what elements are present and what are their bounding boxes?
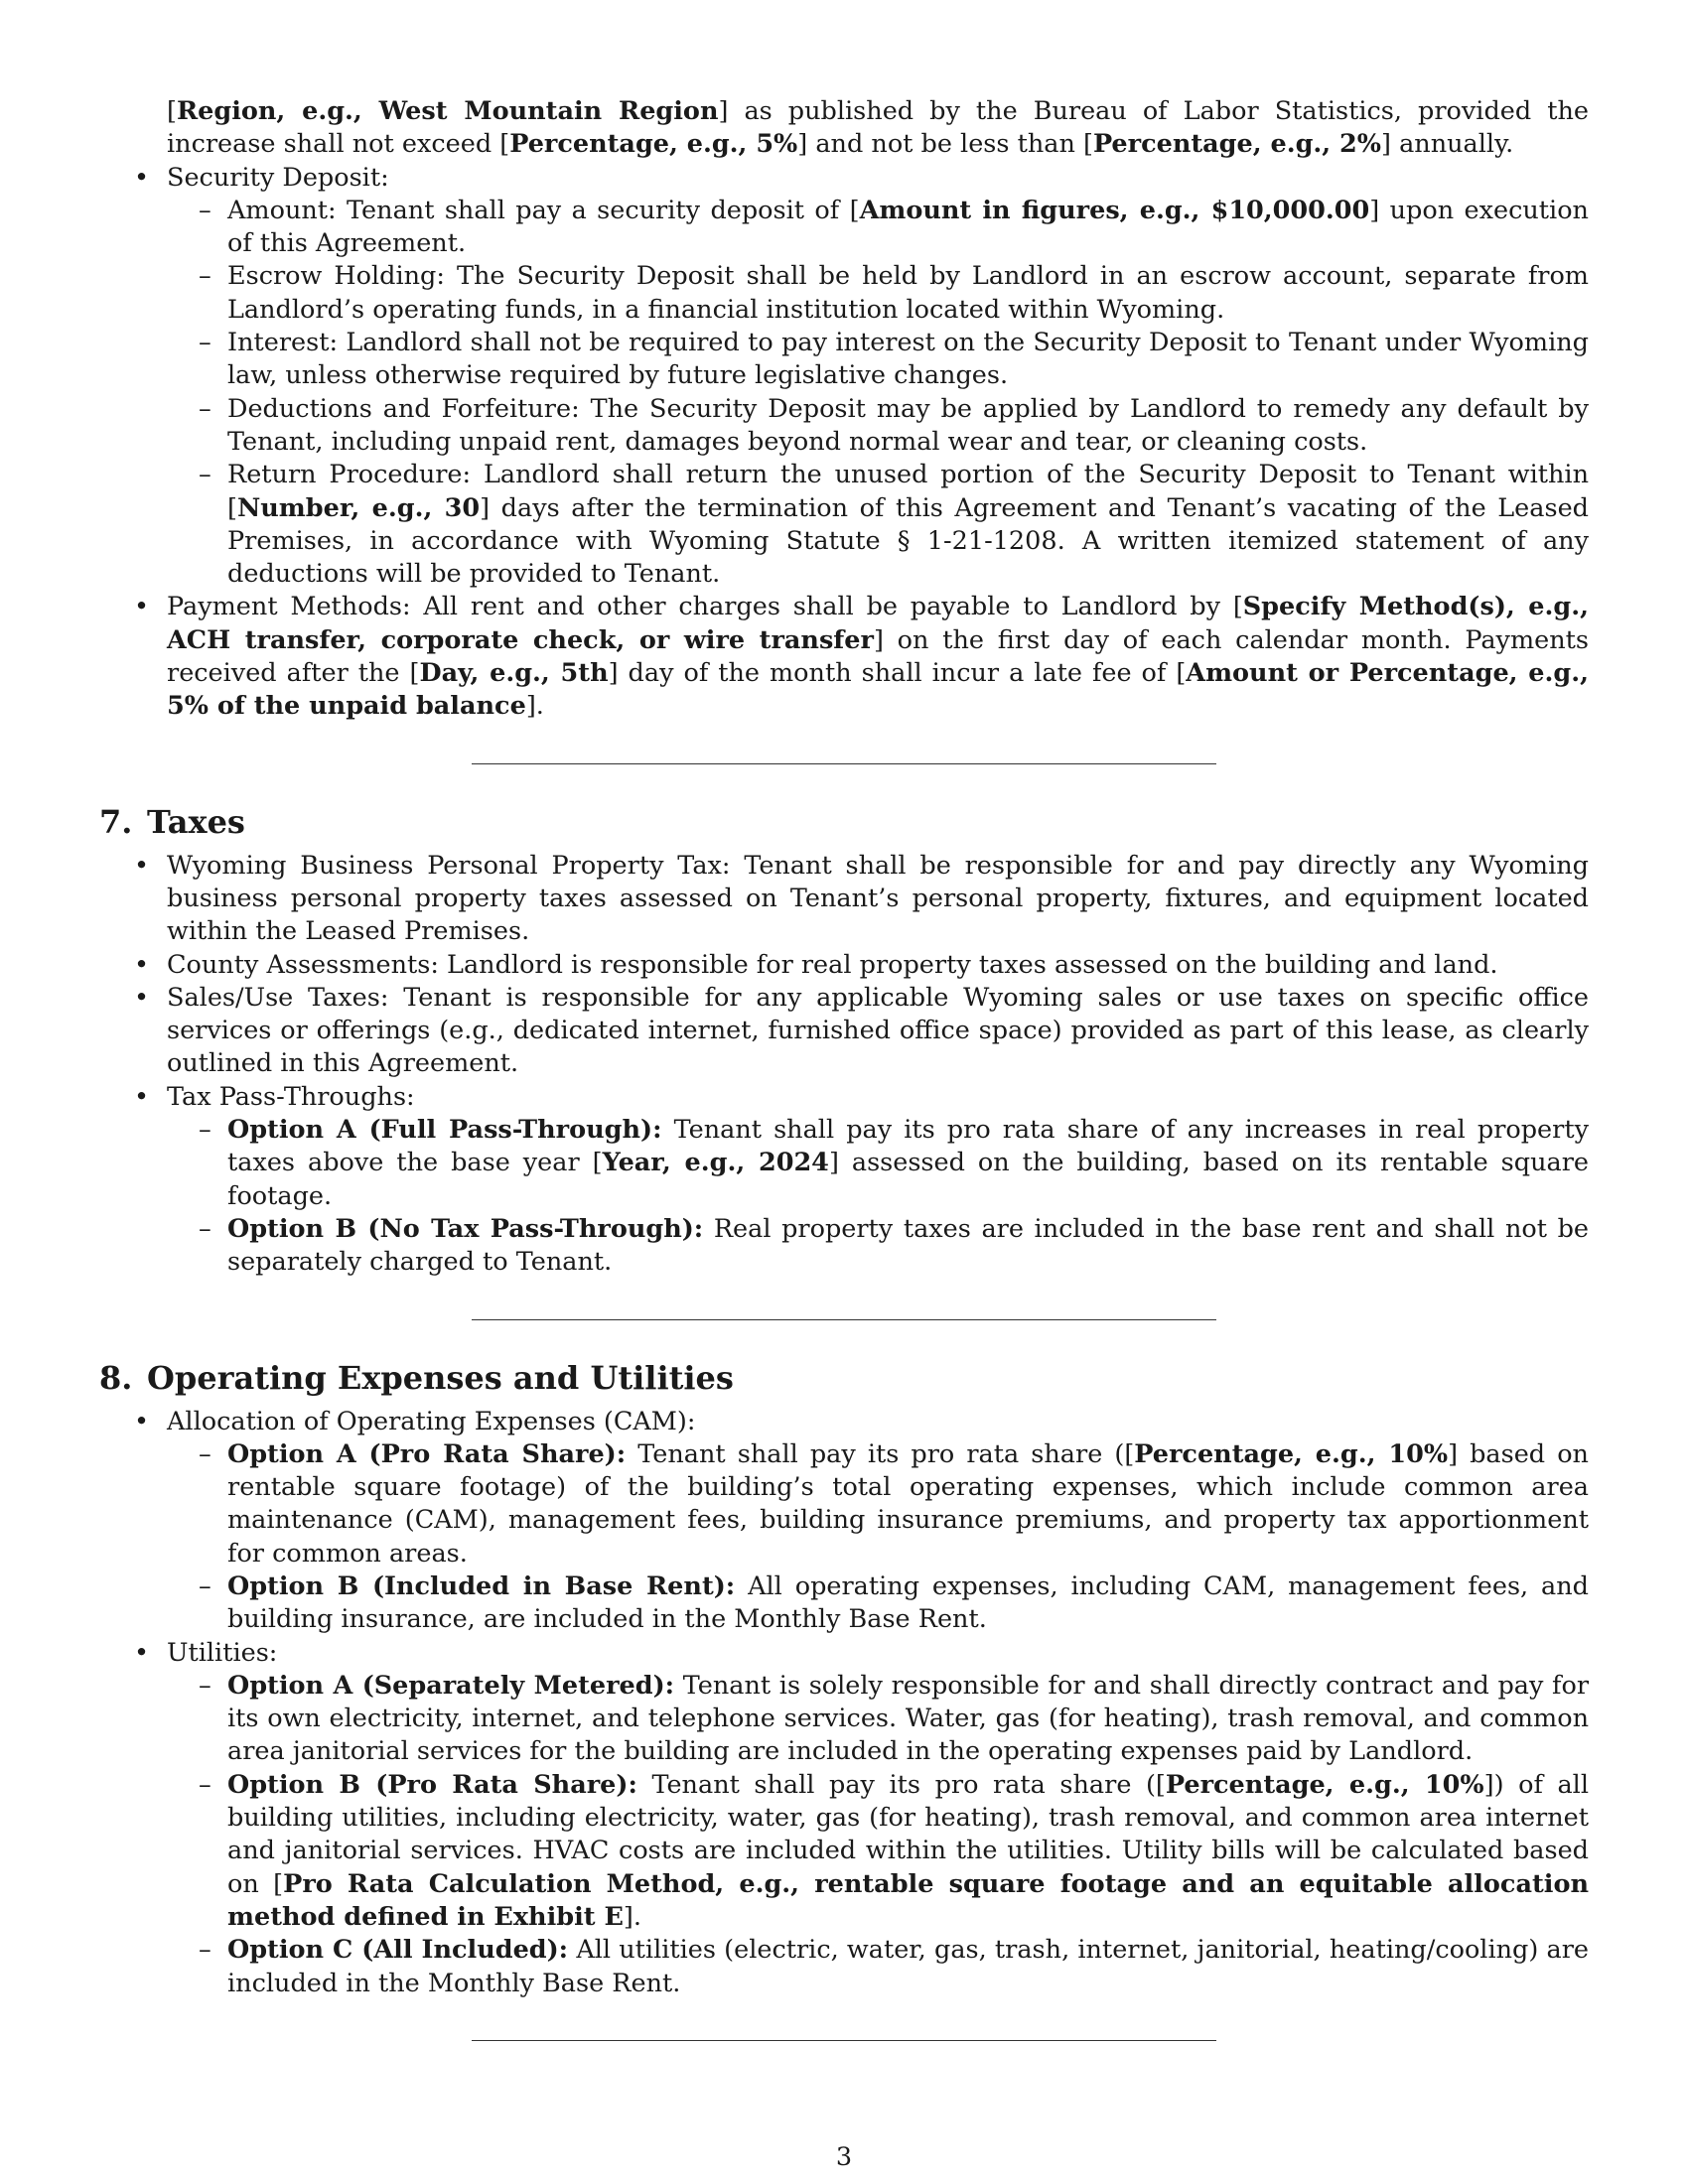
section-heading-taxes: 7. Taxes <box>99 802 245 841</box>
dash-icon: – <box>199 195 211 225</box>
bullet-icon: • <box>134 162 150 193</box>
section-divider <box>472 763 1216 764</box>
dash-icon: – <box>199 1670 211 1701</box>
dash-icon: – <box>199 261 211 292</box>
list-item-payment-methods: • Payment Methods: All rent and other charges shall be payable to Landlord by [Specify Method(s), e.g., ACH transfer, corporate check, or wire transfer] on the first day of each calendar month. Payments received after the [Day, e.g., 5th] day of the month shall incur a late fee of [Amount or Percentage, e.g., 5% of the unpaid balance]. <box>134 592 1589 722</box>
placeholder-return-days: Number, e.g., 30 <box>236 492 481 523</box>
list-item-cam-allocation: • Allocation of Operating Expenses (CAM): – Option A (Pro Rata Share): Tenant shall pay its pro rata share ([Percentage, e.g., 10%] based on rentable square footage) of the building’s total operating expenses, which include common area maintenance (CAM), management fees, building insurance premiums, and property tax apportionment for common areas. – Option B (Included in Base Rent): All operating expenses, including CAM, management fees, and building insurance, are included in the Monthly Base Rent. <box>99 1406 1589 1637</box>
dash-icon: – <box>199 328 211 358</box>
dash-icon: – <box>199 1769 211 1800</box>
dash-icon: – <box>199 393 211 424</box>
placeholder-late-fee: Amount or Percentage, e.g., 5% of the unpaid balance <box>167 658 1589 722</box>
list-item-tax-option-b: – Option B (No Tax Pass-Through): Real property taxes are included in the base rent and shall not be separately charged to Tenant. <box>199 1213 1589 1278</box>
list-item-tax-pass-throughs: • Tax Pass-Throughs: – Option A (Full Pass-Through): Tenant shall pay its pro rata share of any increases in real property taxes above the base year [Year, e.g., 2024] assessed on the building, based on its rentable square footage. – Option B (No Tax Pass-Through): Real property taxes are included in the base rent and shall not be separately charged to Tenant. <box>99 1081 1589 1280</box>
list-item-tax-option-a: – Option A (Full Pass-Through): Tenant shall pay its pro rata share of any increases in real property taxes above the base year [Year, e.g., 2024] assessed on the building, based on its rentable square footage. <box>199 1115 1589 1211</box>
bullet-icon: • <box>134 982 150 1013</box>
bullet-icon: • <box>134 1637 150 1668</box>
section6-list <box>99 162 1589 724</box>
placeholder-utilities-percentage: Percentage, e.g., 10% <box>1165 1769 1484 1800</box>
section-heading-operating-expenses: 8. Operating Expenses and Utilities <box>99 1358 734 1397</box>
list-item-security-deposit: • Security Deposit: – Amount: Tenant shall pay a security deposit of [Amount in figures, e.g., $10,000.00] upon execution of this Agreement. – Escrow Holding: The Security Deposit shall be held by Landlord in an escrow account, separate from Landlord’s operating funds, in a financial institution located within Wyoming. – Interest: Landlord shall not be required to pay interest on the Security Deposit to Tenant under Wyoming law, unless otherwise required by future legislative changes. – Deductions and Forfeiture: The Security Deposit may be applied by Landlord to remedy any default by Tenant, including unpaid rent, damages beyond normal wear and tear, or cleaning costs. – Return Procedure: Landlord shall return the unused portion of the Security Deposit to Tenant within [Number, e.g., 30] days after the termination of this Agreement and Tenant’s vacating of the Leased Premises, in accordance with Wyoming Statute § 1-21-1208. A written itemized statement of any deductions will be provided to Tenant. <box>99 162 1589 592</box>
placeholder-deposit-amount: Amount in figures, e.g., $10,000.00 <box>859 195 1370 225</box>
bullet-icon: • <box>134 949 150 980</box>
dash-icon: – <box>199 1438 211 1469</box>
section7-list <box>99 850 1589 1280</box>
placeholder-base-year: Year, e.g., 2024 <box>602 1148 829 1178</box>
placeholder-calculation-method: Pro Rata Calculation Method, e.g., rentable square footage and an equitable allocation method defined in Exhibit E <box>227 1868 1589 1932</box>
list-item-deductions: – Deductions and Forfeiture: The Security Deposit may be applied by Landlord to remedy any default by Tenant, including unpaid rent, damages beyond normal wear and tear, or cleaning costs. <box>199 393 1589 457</box>
list-item-cam-option-a: – Option A (Pro Rata Share): Tenant shall pay its pro rata share ([Percentage, e.g., 10%] based on rentable square footage) of the building’s total operating expenses, which include common area maintenance (CAM), management fees, building insurance premiums, and property tax apportionment for common areas. <box>199 1438 1589 1569</box>
list-item-utilities-option-a: – Option A (Separately Metered): Tenant is solely responsible for and shall directly contract and pay for its own electricity, internet, and telephone services. Water, gas (for heating), trash removal, and common area janitorial services for the building are included in the operating expenses paid by Landlord. <box>199 1670 1590 1767</box>
rent-escalation-continuation: [Region, e.g., West Mountain Region] as published by the Bureau of Labor Statistics, provided the increase shall not exceed [Percentage, e.g., 5%] and not be less than [Percentage, e.g., 2%] annually. <box>167 96 1589 160</box>
placeholder-late-day: Day, e.g., 5th <box>419 658 609 689</box>
section8-list <box>99 1406 1589 2000</box>
list-item-sales-use-taxes: • Sales/Use Taxes: Tenant is responsible for any applicable Wyoming sales or use taxes on specific office services or offerings (e.g., dedicated internet, furnished office space) provided as part of this lease, as clearly outlined in this Agreement. <box>134 982 1589 1079</box>
dash-icon: – <box>199 1115 211 1146</box>
cam-sublist <box>167 1438 1589 1637</box>
list-item-cam-option-b: – Option B (Included in Base Rent): All operating expenses, including CAM, management fees, and building insurance, are included in the Monthly Base Rent. <box>199 1570 1589 1635</box>
section-divider <box>472 2040 1216 2041</box>
list-item-county-assessments: • County Assessments: Landlord is responsible for real property taxes assessed on the building and land. <box>99 949 1589 982</box>
list-item-escrow-holding: – Escrow Holding: The Security Deposit shall be held by Landlord in an escrow account, separate from Landlord’s operating funds, in a financial institution located within Wyoming. <box>199 261 1589 325</box>
dash-icon: – <box>199 1570 211 1601</box>
placeholder-max-percentage: Percentage, e.g., 5% <box>509 129 798 160</box>
page-content <box>99 95 1589 2041</box>
dash-icon: – <box>199 1935 211 1966</box>
list-item-personal-property-tax: • Wyoming Business Personal Property Tax: Tenant shall be responsible for and pay directly any Wyoming business personal property taxes assessed on Tenant’s personal property, fixtures, and equipment located within the Leased Premises. <box>134 850 1589 947</box>
list-item-utilities: • Utilities: – Option A (Separately Metered): Tenant is solely responsible for and shall directly contract and pay for its own electricity, internet, and telephone services. Water, gas (for heating), trash removal, and common area janitorial services for the building are included in the operating expenses paid by Landlord. – Option B (Pro Rata Share): Tenant shall pay its pro rata share ([Percentage, e.g., 10%]) of all building utilities, including electricity, water, gas (for heating), trash removal, and common area internet and janitorial services. HVAC costs are included within the utilities. Utility bills will be calculated based on [Pro Rata Calculation Method, e.g., rentable square footage and an equitable allocation method defined in Exhibit E]. – Option C (All Included): All utilities (electric, water, gas, trash, internet, janitorial, heating/cooling) are included in the Monthly Base Rent. <box>99 1637 1589 2000</box>
bullet-icon: • <box>134 850 150 881</box>
list-item-interest: – Interest: Landlord shall not be required to pay interest on the Security Deposit to Tenant under Wyoming law, unless otherwise required by future legislative changes. <box>199 328 1589 391</box>
placeholder-min-percentage: Percentage, e.g., 2% <box>1092 129 1382 160</box>
bullet-icon: • <box>134 592 150 622</box>
bullet-icon: • <box>134 1081 150 1112</box>
tax-pass-through-sublist <box>167 1114 1589 1279</box>
page-number: 3 <box>835 2142 853 2172</box>
list-item-return-procedure: – Return Procedure: Landlord shall return the unused portion of the Security Deposit to Tenant within [Number, e.g., 30] days after the termination of this Agreement and Tenant’s vacating of the Leased Premises, in accordance with Wyoming Statute § 1-21-1208. A written itemized statement of any deductions will be provided to Tenant. <box>199 460 1589 590</box>
placeholder-region: Region, e.g., West Mountain Region <box>176 96 719 126</box>
bullet-icon: • <box>134 1406 150 1436</box>
utilities-sublist <box>167 1670 1589 2000</box>
list-item-deposit-amount: – Amount: Tenant shall pay a security deposit of [Amount in figures, e.g., $10,000.00] upon execution of this Agreement. <box>199 195 1589 259</box>
placeholder-cam-percentage: Percentage, e.g., 10% <box>1134 1438 1449 1469</box>
dash-icon: – <box>199 460 211 490</box>
list-item-utilities-option-b: – Option B (Pro Rata Share): Tenant shall pay its pro rata share ([Percentage, e.g., 10%]) of all building utilities, including electricity, water, gas (for heating), trash removal, and common area internet and janitorial services. HVAC costs are included within the utilities. Utility bills will be calculated based on [Pro Rata Calculation Method, e.g., rentable square footage and an equitable allocation method defined in Exhibit E]. <box>199 1769 1589 1932</box>
section-divider <box>472 1319 1216 1320</box>
dash-icon: – <box>199 1213 211 1244</box>
placeholder-payment-method: Specify Method(s), e.g., ACH transfer, corporate check, or wire transfer <box>167 592 1589 655</box>
list-item-utilities-option-c: – Option C (All Included): All utilities (electric, water, gas, trash, internet, janitorial, heating/cooling) are included in the Monthly Base Rent. <box>199 1935 1590 1998</box>
security-deposit-sublist <box>167 195 1589 592</box>
